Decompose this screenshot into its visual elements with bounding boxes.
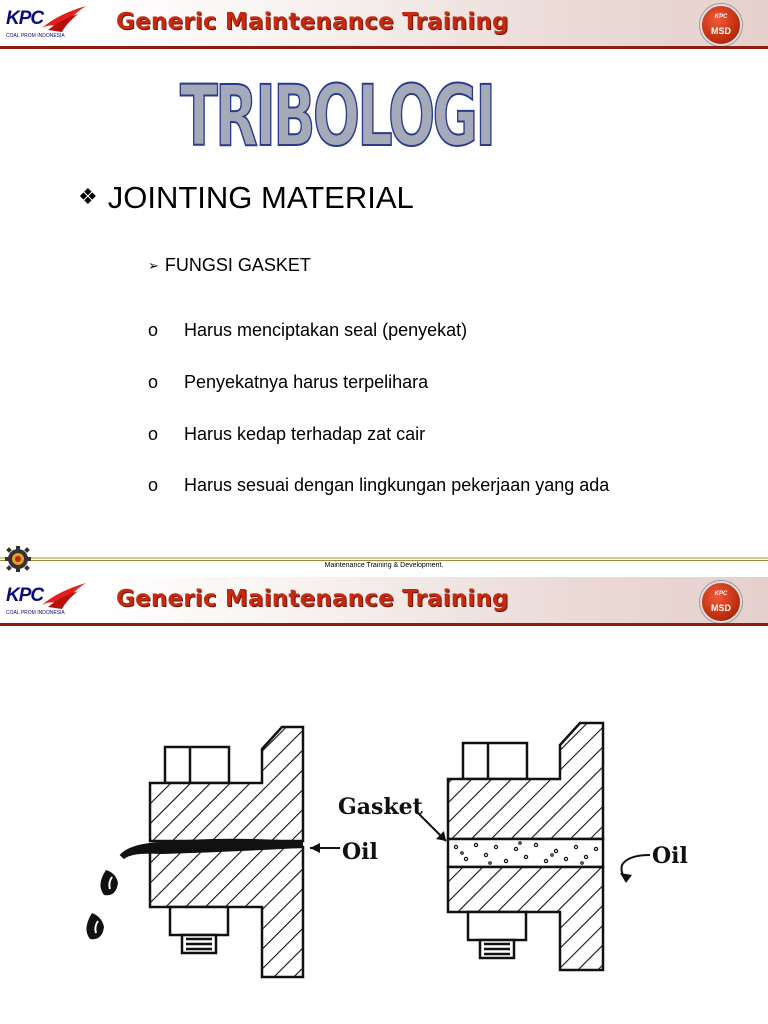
list-item <box>148 320 467 341</box>
header-rule <box>0 46 768 49</box>
joint-with-gasket <box>448 723 603 970</box>
list-item <box>148 475 609 496</box>
subheading-text: FUNGSI GASKET <box>164 255 311 275</box>
footer-text: Maintenance Training & Development. <box>324 562 444 569</box>
arrow-bullet-icon: ➢ <box>148 258 159 273</box>
bullet-marker: o <box>148 320 159 340</box>
msd-badge-label: MSD <box>711 26 731 36</box>
msd-badge-icon <box>700 4 742 46</box>
gasket-diagram <box>0 577 768 1024</box>
kpc-tagline: COAL PROM INDONESIA <box>6 610 65 616</box>
diamond-bullet-icon: ❖ <box>78 184 98 209</box>
list-item-text: Harus sesuai dengan lingkungan pekerjaan yang ada <box>184 475 610 495</box>
flame-icon <box>40 4 88 34</box>
header-title: Generic Maintenance Training <box>116 586 509 612</box>
bullet-marker: o <box>148 475 159 495</box>
kpc-logo <box>4 4 84 44</box>
bullet-marker: o <box>148 372 159 392</box>
kpc-tagline: COAL PROM INDONESIA <box>6 33 65 39</box>
footer-rule-2 <box>0 560 768 561</box>
subheading <box>148 255 311 276</box>
list-item-text: Harus kedap terhadap zat cair <box>184 424 426 444</box>
bullet-marker: o <box>148 424 159 444</box>
section-heading-text: JOINTING MATERIAL <box>107 180 414 215</box>
msd-badge-label: MSD <box>711 603 731 613</box>
section-heading <box>78 180 414 216</box>
page-title: TRIBOLOGI <box>180 67 494 165</box>
oil-label-left: Oil <box>342 839 378 865</box>
list-item-text: Penyekatnya harus terpelihara <box>184 372 429 392</box>
oil-label-right: Oil <box>652 843 688 869</box>
slide-header <box>0 0 768 46</box>
slide-2 <box>0 577 768 1024</box>
footer-rule <box>0 557 768 559</box>
list-item <box>148 424 425 445</box>
kpc-logo-text: KPC <box>6 585 44 606</box>
kpc-logo-text: KPC <box>6 8 44 29</box>
list-item-text: Harus menciptakan seal (penyekat) <box>184 320 468 340</box>
msd-badge-top: KPC <box>714 591 728 597</box>
list-item <box>148 372 428 393</box>
header-title: Generic Maintenance Training <box>116 9 509 35</box>
msd-badge-top: KPC <box>714 14 728 20</box>
gasket-label: Gasket <box>338 794 423 820</box>
